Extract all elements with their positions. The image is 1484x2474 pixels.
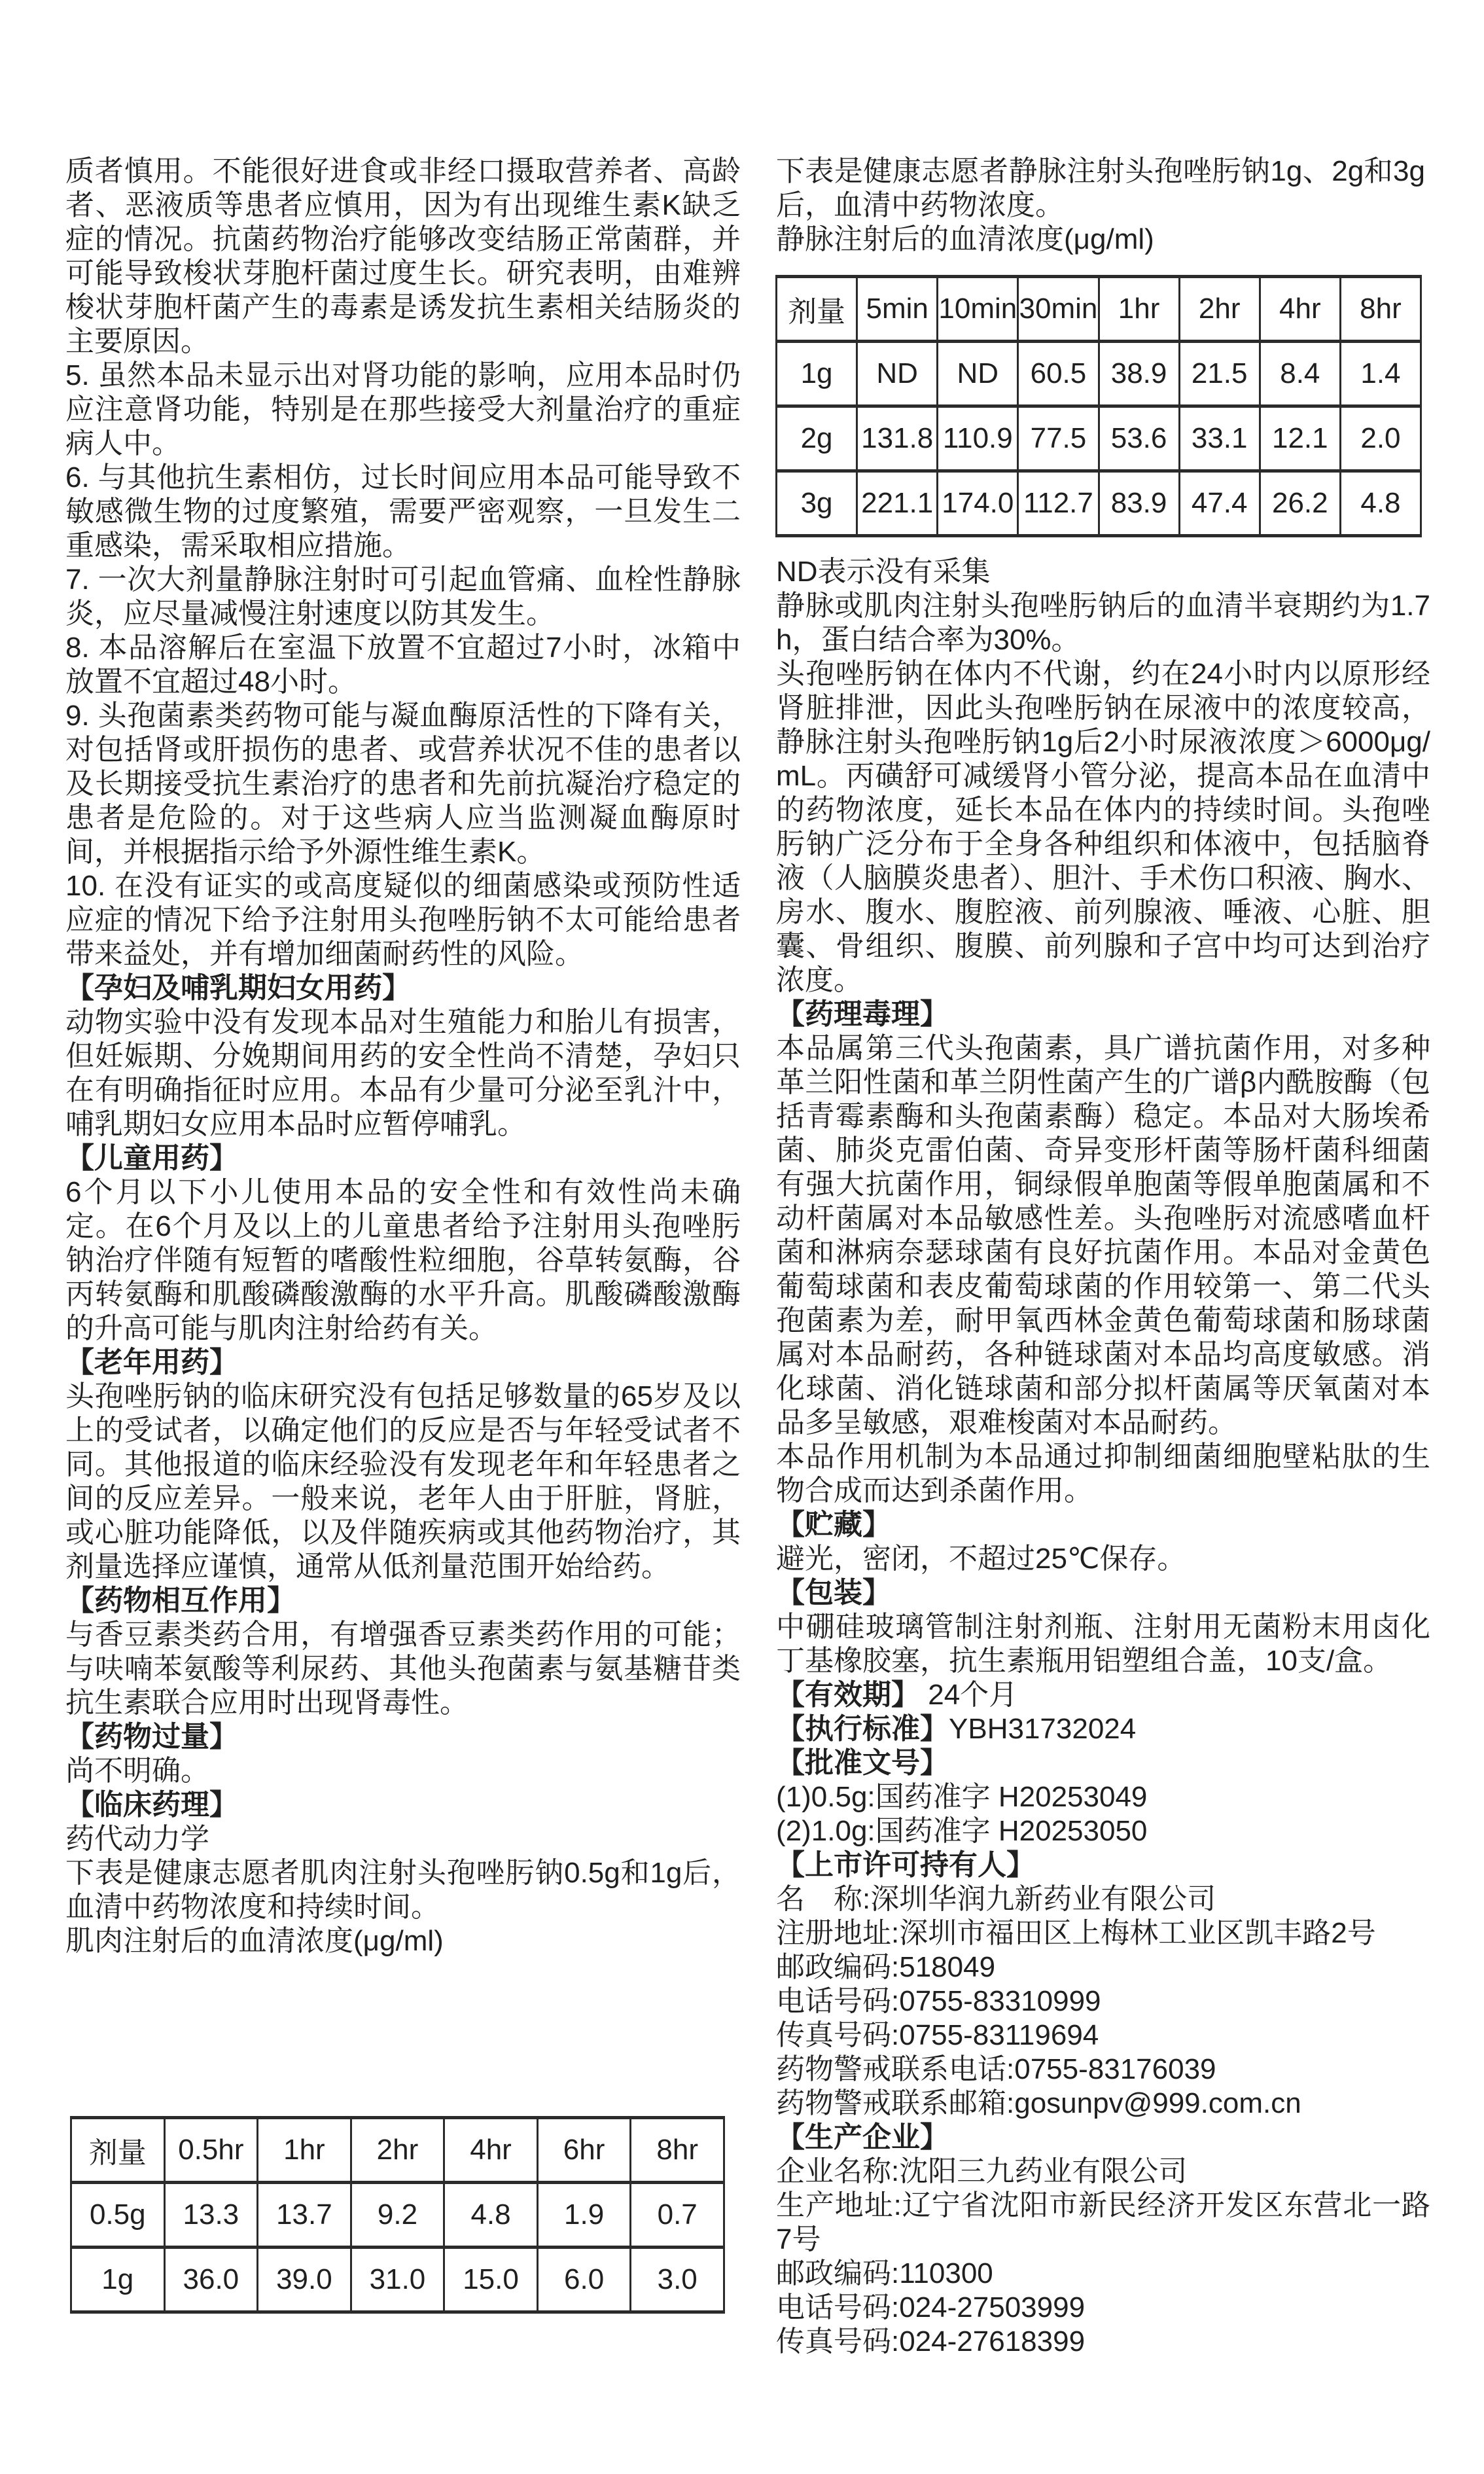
table-header-row: [71, 2118, 724, 2183]
holder-name-line: 名 称:深圳华润九新药业有限公司: [776, 1883, 1216, 1915]
table-col-header: 8hr: [631, 2118, 724, 2183]
concentration-cell: 47.4: [1179, 471, 1260, 536]
precaution-item-9: 9. 头孢菌素类药物可能与凝血酶原活性的下降有关，对包括肾或肝损伤的患者、或营养状况不佳的患者以及长期接受抗生素治疗的患者和先前抗凝治疗稳定的患者是危险的。对于这些病人应当监测凝血酶原时间，并根据指示给予外源性维生素K。: [65, 700, 741, 868]
iv-serum-concentration-table: [775, 275, 1422, 537]
concentration-cell: 21.5: [1179, 342, 1260, 406]
holder-phone-line: 电话号码:0755-83310999: [776, 1985, 1101, 2017]
para-drug-interactions: 与香豆素类药合用，有增强香豆素类药作用的可能；与呋喃苯氨酸等利尿药、其他头孢菌素与氨基糖苷类抗生素联合应用时出现肾毒性。: [65, 1619, 741, 1719]
manufacturer-name-line: 企业名称:沈阳三九药业有限公司: [776, 2155, 1188, 2187]
section-storage: 【贮藏】: [776, 1509, 891, 1541]
precaution-item-8: 8. 本品溶解后在室温下放置不宜超过7小时，冰箱中放置不宜超过48小时。: [65, 632, 741, 698]
para-metabolism-distribution: 头孢唑肟钠在体内不代谢，约在24小时内以原形经肾脏排泄，因此头孢唑肟钠在尿液中的浓度较高，静脉注射头孢唑肟钠1g后2小时尿液浓度＞6000μg/mL。丙磺舒可减缓肾小管分泌，提高本品在血清中的药物浓度，延长本品在体内的持续时间。头孢唑肟钠广泛分布于全身各种组织和体液中，包括脑脊液（人脑膜炎患者）、胆汁、手术伤口积液、胸水、房水、腹水、腹腔液、前列腺液、唾液、心脏、胆囊、骨组织、腹膜、前列腺和子宫中均可达到治疗浓度。: [776, 658, 1430, 996]
para-iv-study-intro: 下表是健康志愿者静脉注射头孢唑肟钠1g、2g和3g后，血清中药物浓度。: [776, 155, 1425, 221]
table-col-header: 30min: [1018, 277, 1099, 342]
concentration-cell: 31.0: [351, 2248, 444, 2312]
para-vitamin-k-precaution: 质者慎用。不能很好进食或非经口摄取营养者、高龄者、恶液质等患者应慎用，因为有出现维生素K缺乏症的情况。抗菌药物治疗能够改变结肠正常菌群，并可能导致梭状芽胞杆菌过度生长。研究表明，由难辨梭状芽胞杆菌产生的毒素是诱发抗生素相关结肠炎的主要原因。: [65, 155, 741, 357]
right-column-intro: [776, 154, 1425, 257]
dose-cell: 1g: [71, 2248, 165, 2312]
section-geriatric-use: 【老年用药】: [65, 1346, 238, 1378]
pharmacovigilance-email-line: 药物警戒联系邮箱:gosunpv@999.com.cn: [776, 2087, 1301, 2119]
dose-cell: 1g: [777, 342, 857, 406]
para-nd-note: ND表示没有采集: [776, 556, 991, 588]
section-manufacturer: 【生产企业】: [776, 2121, 949, 2153]
para-pregnancy-nursing: 动物实验中没有发现本品对生殖能力和胎儿有损害，但妊娠期、分娩期间用药的安全性尚不清楚，孕妇只在有明确指征时应用。本品有少量可分泌至乳汁中，哺乳期妇女应用本品时应暂停哺乳。: [65, 1006, 741, 1140]
table-col-header: 0.5hr: [164, 2118, 258, 2183]
precaution-item-10: 10. 在没有证实的或高度疑似的细菌感染或预防性适应症的情况下给予注射用头孢唑肟钠不太可能给患者带来益处，并有增加细菌耐药性的风险。: [65, 870, 741, 970]
concentration-cell: 12.1: [1260, 406, 1340, 471]
im-table-caption: 肌肉注射后的血清浓度(μg/ml): [65, 1925, 444, 1957]
executive-standard-line-label: 【执行标准】: [776, 1713, 949, 1745]
table-row: [71, 2248, 724, 2312]
table-col-header: 1hr: [1099, 277, 1179, 342]
dose-cell: 2g: [777, 406, 857, 471]
section-approval-numbers: 【批准文号】: [776, 1747, 949, 1779]
concentration-cell: 60.5: [1018, 342, 1099, 406]
iv-table-caption: 静脉注射后的血清浓度(μg/ml): [776, 223, 1154, 255]
section-drug-interactions: 【药物相互作用】: [65, 1585, 296, 1617]
concentration-cell: 174.0: [938, 471, 1018, 536]
table-row: [777, 471, 1421, 536]
precaution-item-5: 5. 虽然本品未显示出对肾功能的影响，应用本品时仍应注意肾功能，特别是在那些接受大剂量治疗的重症病人中。: [65, 359, 741, 459]
concentration-cell: 112.7: [1018, 471, 1099, 536]
executive-standard-line: 【执行标准】YBH31732024: [776, 1713, 1137, 1745]
concentration-cell: 6.0: [537, 2248, 631, 2312]
table-col-header: 8hr: [1340, 277, 1421, 342]
para-im-study-intro: 下表是健康志愿者肌肉注射头孢唑肟钠0.5g和1g后，血清中药物浓度和持续时间。: [65, 1857, 741, 1923]
concentration-cell: 33.1: [1179, 406, 1260, 471]
concentration-cell: 131.8: [857, 406, 938, 471]
concentration-cell: 0.7: [631, 2183, 724, 2248]
table-col-header: 1hr: [258, 2118, 351, 2183]
concentration-cell: 13.7: [258, 2183, 351, 2248]
concentration-cell: 9.2: [351, 2183, 444, 2248]
concentration-cell: 3.0: [631, 2248, 724, 2312]
table-header-row: [777, 277, 1421, 342]
section-overdose: 【药物过量】: [65, 1721, 238, 1753]
table-col-header: 4hr: [444, 2118, 538, 2183]
dose-cell: 3g: [777, 471, 857, 536]
precaution-item-7: 7. 一次大剂量静脉注射时可引起血管痛、血栓性静脉炎，应尽量减慢注射速度以防其发生。: [65, 564, 741, 630]
pharmacovigilance-phone-line: 药物警戒联系电话:0755-83176039: [776, 2053, 1216, 2085]
concentration-cell: 83.9: [1099, 471, 1179, 536]
table-col-header: 2hr: [351, 2118, 444, 2183]
para-half-life: 静脉或肌肉注射头孢唑肟钠后的血清半衰期约为1.7 h，蛋白结合率为30%。: [776, 590, 1430, 656]
para-pharmacokinetics-heading: 药代动力学: [65, 1823, 209, 1855]
manufacturer-phone-line: 电话号码:024-27503999: [776, 2291, 1086, 2323]
para-overdose: 尚不明确。: [65, 1755, 209, 1787]
table-col-header: 剂量: [777, 277, 857, 342]
concentration-cell: 26.2: [1260, 471, 1340, 536]
table-col-header: 5min: [857, 277, 938, 342]
concentration-cell: ND: [938, 342, 1018, 406]
para-pediatric-use: 6个月以下小儿使用本品的安全性和有效性尚未确定。在6个月及以上的儿童患者给予注射用头孢唑肟钠治疗伴随有短暂的嗜酸性粒细胞，谷草转氨酶，谷丙转氨酶和肌酸磷酸激酶的水平升高。肌酸磷酸激酶的升高可能与肌肉注射给药有关。: [65, 1176, 741, 1344]
concentration-cell: 15.0: [444, 2248, 538, 2312]
concentration-cell: 36.0: [164, 2248, 258, 2312]
table-col-header: 剂量: [71, 2118, 165, 2183]
concentration-cell: 38.9: [1099, 342, 1179, 406]
concentration-cell: 221.1: [857, 471, 938, 536]
table-col-header: 6hr: [537, 2118, 631, 2183]
concentration-cell: 77.5: [1018, 406, 1099, 471]
holder-reg-address-line: 注册地址:深圳市福田区上梅林工业区凯丰路2号: [776, 1917, 1376, 1949]
table-col-header: 4hr: [1260, 277, 1340, 342]
right-column-body: [776, 555, 1430, 2359]
para-mechanism: 本品作用机制为本品通过抑制细菌细胞壁粘肽的生物合成而达到杀菌作用。: [776, 1441, 1430, 1507]
approval-number-2: (2)1.0g:国药准字 H20253050: [776, 1815, 1148, 1847]
concentration-cell: 1.4: [1340, 342, 1421, 406]
concentration-cell: 4.8: [1340, 471, 1421, 536]
table-row: [777, 342, 1421, 406]
validity-period-line-label: 【有效期】: [776, 1679, 920, 1711]
section-pharmacology-toxicology: 【药理毒理】: [776, 998, 949, 1030]
validity-period-line: 【有效期】 24个月: [776, 1679, 1018, 1711]
concentration-cell: 110.9: [938, 406, 1018, 471]
concentration-cell: 4.8: [444, 2183, 538, 2248]
table-row: [71, 2183, 724, 2248]
para-geriatric-use: 头孢唑肟钠的临床研究没有包括足够数量的65岁及以上的受试者，以确定他们的反应是否与年轻受试者不同。其他报道的临床经验没有发现老年和年轻患者之间的反应差异。一般来说，老年人由于肝脏，肾脏，或心脏功能降低，以及伴随疾病或其他药物治疗，其剂量选择应谨慎，通常从低剂量范围开始给药。: [65, 1380, 741, 1583]
table-col-header: 10min: [938, 277, 1018, 342]
manufacturer-postcode-line: 邮政编码:110300: [776, 2257, 993, 2289]
concentration-cell: 1.9: [537, 2183, 631, 2248]
concentration-cell: 2.0: [1340, 406, 1421, 471]
table-row: [777, 406, 1421, 471]
holder-postcode-line: 邮政编码:518049: [776, 1951, 996, 1983]
para-storage: 避光，密闭，不超过25℃保存。: [776, 1543, 1186, 1575]
holder-fax-line: 传真号码:0755-83119694: [776, 2019, 1099, 2051]
manufacturer-fax-line: 传真号码:024-27618399: [776, 2325, 1086, 2357]
section-marketing-authorization-holder: 【上市许可持有人】: [776, 1849, 1035, 1881]
para-antibacterial-spectrum: 本品属第三代头孢菌素，具广谱抗菌作用，对多种革兰阳性菌和革兰阴性菌产生的广谱β内酰胺酶（包括青霉素酶和头孢菌素酶）稳定。本品对大肠埃希菌、肺炎克雷伯菌、奇异变形杆菌等肠杆菌科细菌有强大抗菌作用，铜绿假单胞菌等假单胞菌属和不动杆菌属对本品敏感性差。头孢唑肟对流感嗜血杆菌和淋病奈瑟球菌有良好抗菌作用。本品对金黄色葡萄球菌和表皮葡萄球菌的作用较第一、第二代头孢菌素为差，耐甲氧西林金黄色葡萄球菌和肠球菌属对本品耐药，各种链球菌对本品均高度敏感。消化球菌、消化链球菌和部分拟杆菌属等厌氧菌对本品多呈敏感，艰难梭菌对本品耐药。: [776, 1032, 1430, 1439]
manufacturer-address-line: 生产地址:辽宁省沈阳市新民经济开发区东营北一路7号: [776, 2189, 1430, 2255]
concentration-cell: 13.3: [164, 2183, 258, 2248]
section-clinical-pharmacology: 【临床药理】: [65, 1789, 238, 1821]
precaution-item-6: 6. 与其他抗生素相仿，过长时间应用本品可能导致不敏感微生物的过度繁殖，需要严密观察，一旦发生二重感染，需采取相应措施。: [65, 461, 741, 562]
section-pediatric-use: 【儿童用药】: [65, 1142, 238, 1174]
concentration-cell: 8.4: [1260, 342, 1340, 406]
concentration-cell: 39.0: [258, 2248, 351, 2312]
para-packaging: 中硼硅玻璃管制注射剂瓶、注射用无菌粉末用卤化丁基橡胶塞，抗生素瓶用铝塑组合盖，10支/盒。: [776, 1611, 1430, 1677]
im-serum-concentration-table: [70, 2116, 725, 2314]
left-column: [65, 154, 741, 1958]
dose-cell: 0.5g: [71, 2183, 165, 2248]
section-packaging: 【包装】: [776, 1577, 891, 1609]
concentration-cell: ND: [857, 342, 938, 406]
concentration-cell: 53.6: [1099, 406, 1179, 471]
section-pregnancy-nursing: 【孕妇及哺乳期妇女用药】: [65, 972, 411, 1004]
approval-number-1: (1)0.5g:国药准字 H20253049: [776, 1781, 1148, 1813]
table-col-header: 2hr: [1179, 277, 1260, 342]
